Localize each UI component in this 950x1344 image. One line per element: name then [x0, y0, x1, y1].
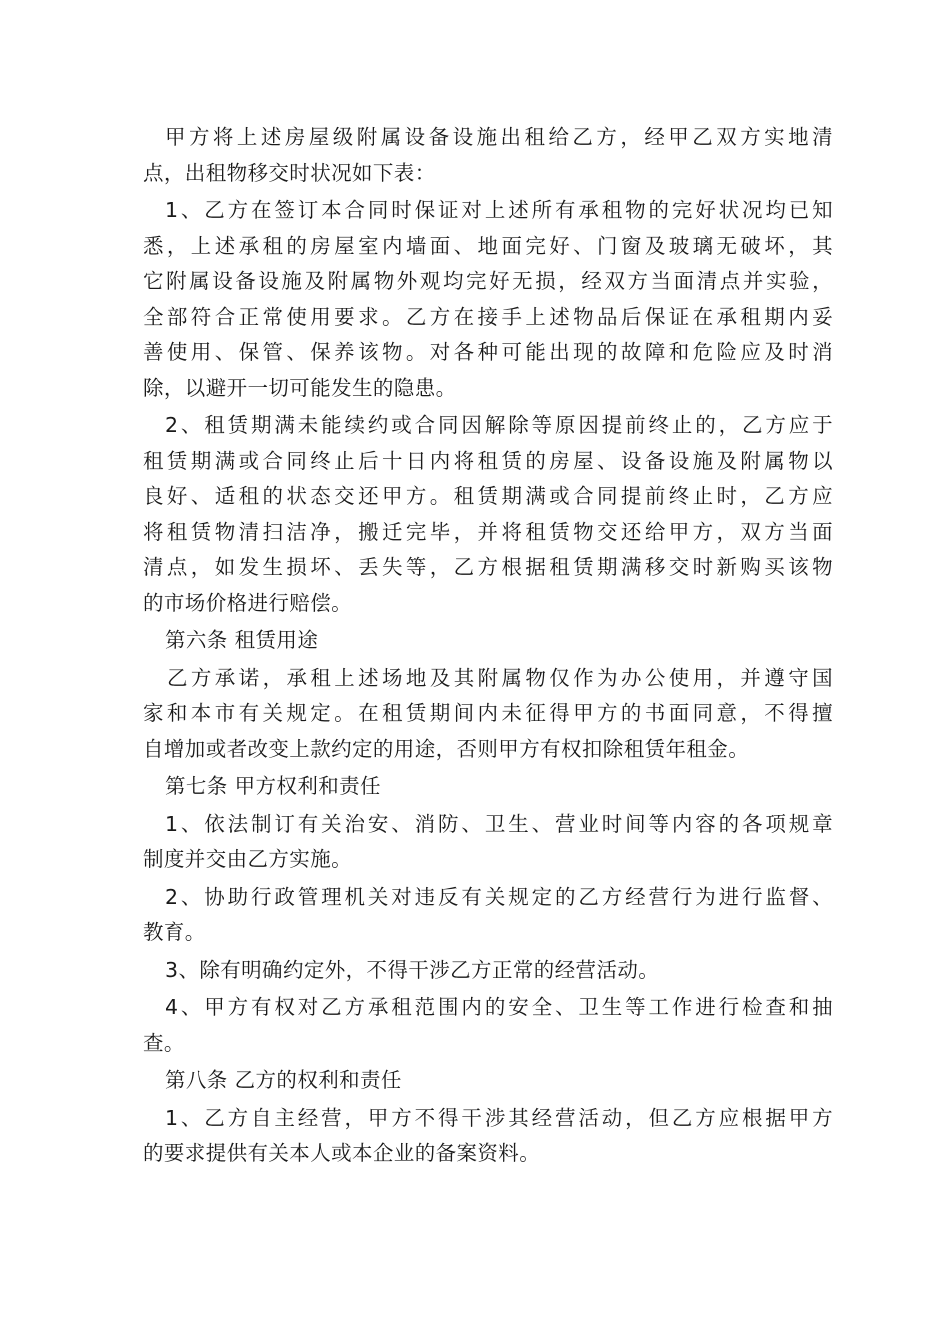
document-body — [143, 120, 833, 1172]
text-line: 2、协助行政管理机关对违反有关规定的乙方经营行为进行监督、 — [165, 884, 833, 909]
text-line: 第八条 乙方的权利和责任 — [165, 1068, 402, 1092]
text-line: 善使用、保管、保养该物。对各种可能出现的故障和危险应及时消 — [143, 340, 833, 364]
paragraph — [143, 953, 833, 989]
text-line: 点，出租物移交时状况如下表： — [143, 160, 436, 185]
text-line: 3、除有明确约定外，不得干涉乙方正常的经营活动。 — [165, 957, 660, 982]
text-line: 自增加或者改变上款约定的用途，否则甲方有权扣除租赁年租金。 — [143, 736, 750, 761]
text-line: 它附属设备设施及附属物外观均完好无损，经双方当面清点并实验， — [143, 269, 833, 293]
text-line: 家和本市有关规定。在租赁期间内未征得甲方的书面同意，不得擅 — [143, 701, 833, 725]
text-line: 第七条 甲方权利和责任 — [165, 774, 381, 798]
text-line: 的市场价格进行赔偿。 — [143, 590, 352, 615]
paragraph — [143, 807, 833, 878]
text-line: 清点，如发生损坏、丢失等，乙方根据租赁期满移交时新购买该物 — [143, 555, 833, 579]
text-line: 查。 — [143, 1030, 185, 1055]
text-line: 悉，上述承租的房屋室内墙面、地面完好、门窗及玻璃无破坏，其 — [143, 233, 833, 258]
paragraph — [143, 408, 833, 621]
text-line: 第六条 租赁用途 — [165, 628, 319, 652]
text-line: 乙方承诺，承租上述场地及其附属物仅作为办公使用，并遵守国 — [167, 665, 833, 690]
text-line: 1、乙方在签订本合同时保证对上述所有承租物的完好状况均已知 — [165, 198, 833, 222]
text-line: 甲方将上述房屋级附属设备设施出租给乙方，经甲乙双方实地清 — [165, 125, 833, 149]
text-line: 将租赁物清扫洁净，搬迁完毕，并将租赁物交还给甲方，双方当面 — [143, 519, 833, 544]
text-line: 1、依法制订有关治安、消防、卫生、营业时间等内容的各项规章 — [165, 811, 833, 836]
paragraph — [143, 193, 833, 406]
text-line: 的要求提供有关本人或本企业的备案资料。 — [143, 1141, 541, 1165]
paragraph — [143, 120, 833, 191]
paragraph — [143, 880, 833, 951]
paragraph — [143, 1101, 833, 1172]
section-heading — [143, 769, 833, 805]
section-heading — [143, 1063, 833, 1099]
text-line: 全部符合正常使用要求。乙方在接手上述物品后保证在承租期内妥 — [143, 304, 833, 329]
section-heading — [143, 623, 833, 659]
text-line: 4、甲方有权对乙方承租范围内的安全、卫生等工作进行检查和抽 — [165, 995, 833, 1019]
text-line: 良好、适租的状态交还甲方。租赁期满或合同提前终止时，乙方应 — [143, 484, 833, 508]
text-line: 2、租赁期满未能续约或合同因解除等原因提前终止的，乙方应于 — [165, 413, 833, 437]
paragraph — [143, 661, 833, 768]
paragraph — [143, 990, 833, 1061]
text-line: 1、乙方自主经营，甲方不得干涉其经营活动，但乙方应根据甲方 — [165, 1105, 833, 1130]
text-line: 除，以避开一切可能发生的隐患。 — [143, 375, 457, 400]
text-line: 教育。 — [143, 920, 206, 944]
text-line: 制度并交由乙方实施。 — [143, 847, 352, 871]
text-line: 租赁期满或合同终止后十日内将租赁的房屋、设备设施及附属物以 — [143, 448, 833, 473]
